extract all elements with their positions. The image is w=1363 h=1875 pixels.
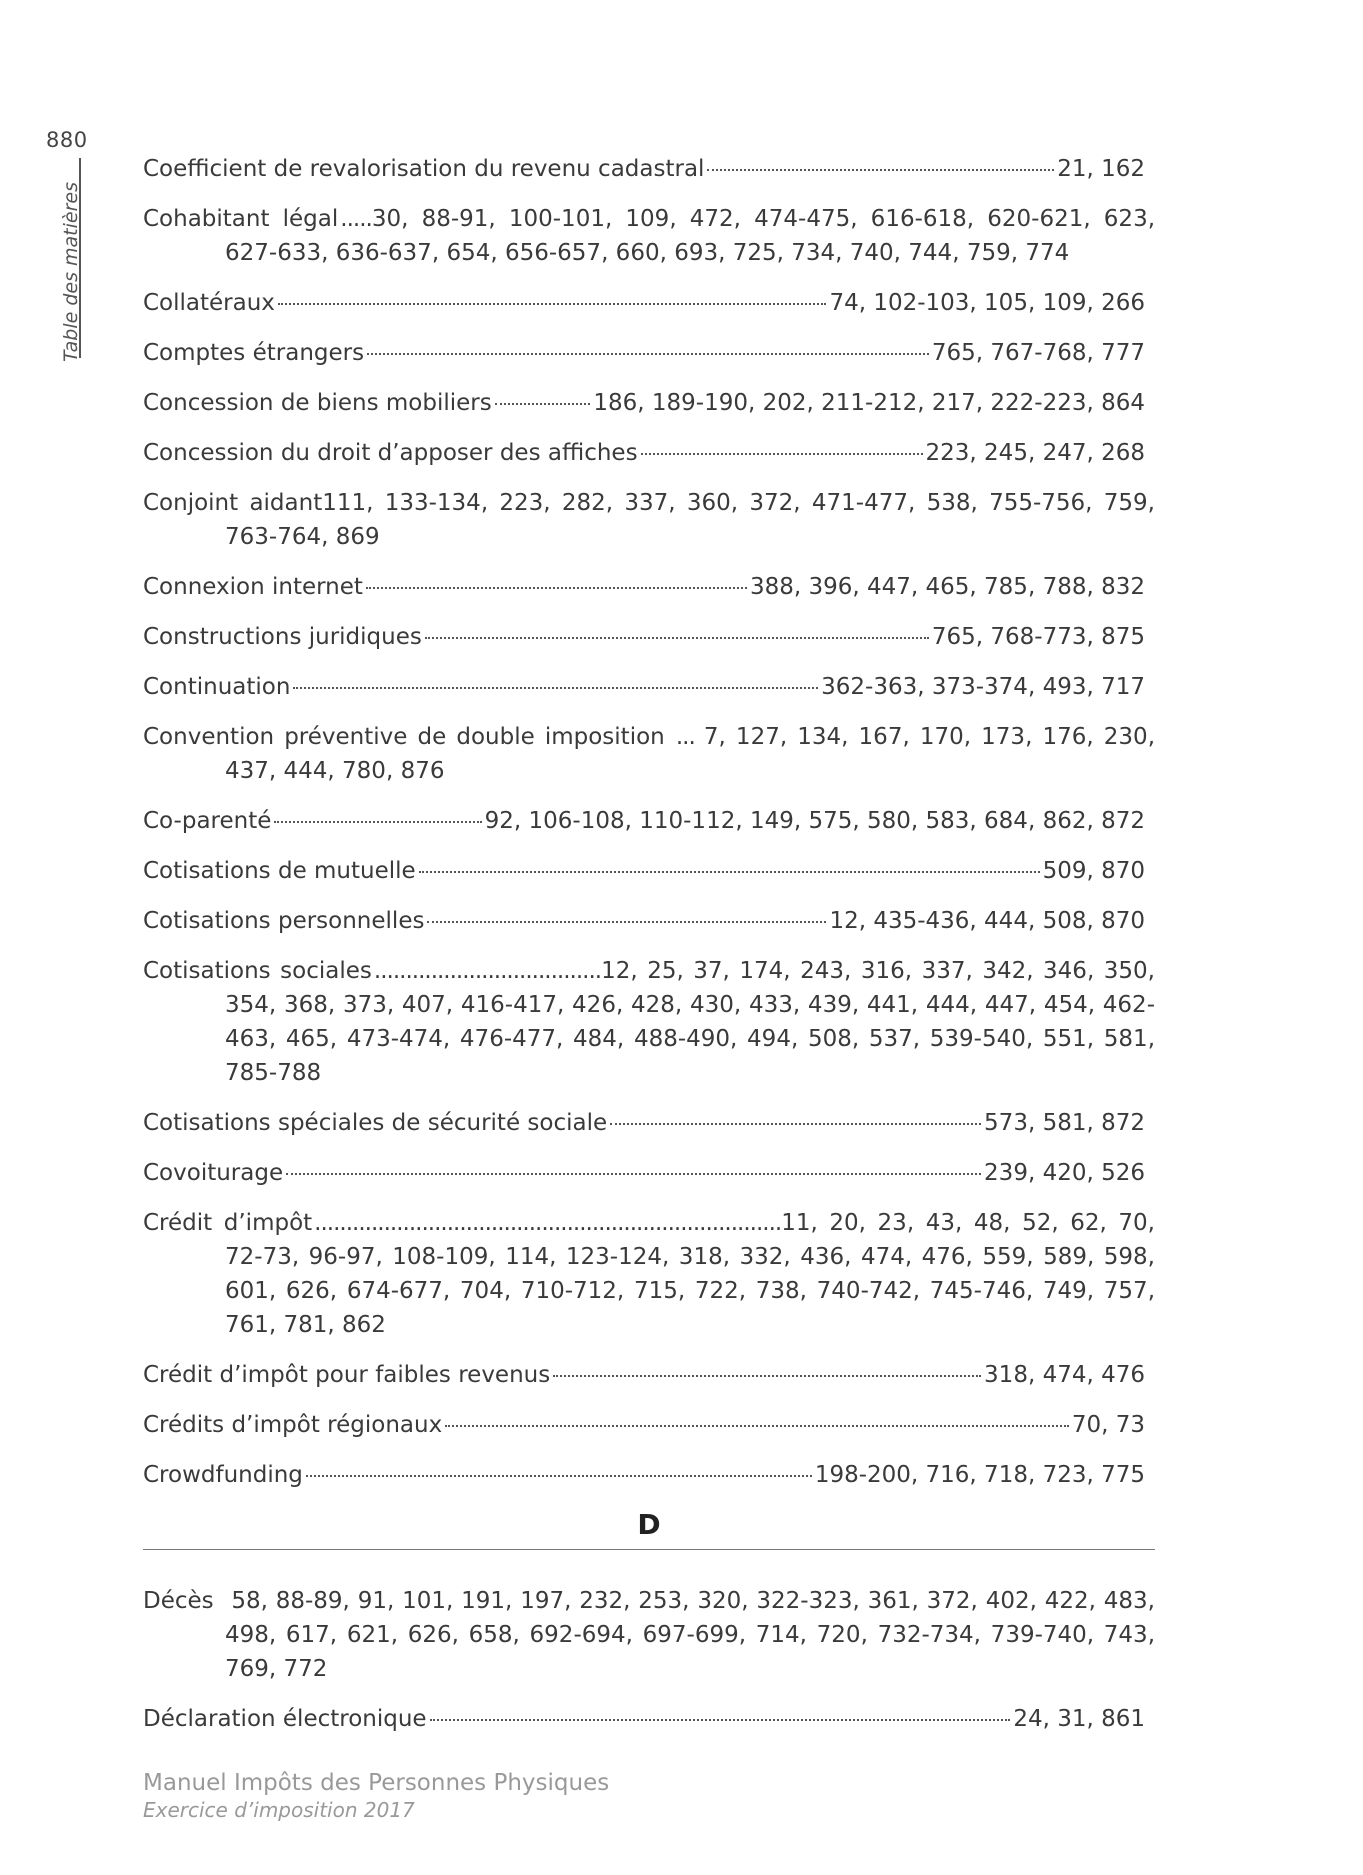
index-entry	[143, 570, 1155, 604]
index-term: Crowdfunding	[143, 1462, 303, 1488]
dot-leader	[707, 168, 1054, 171]
index-term: Conjoint aidant	[143, 490, 323, 516]
dot-leader	[425, 636, 929, 639]
index-entry	[143, 804, 1155, 838]
index-pages: 573, 581, 872	[984, 1110, 1145, 1136]
index-term: Décès	[143, 1588, 214, 1614]
index-pages: 509, 870	[1042, 858, 1145, 884]
dot-leader: ..........................................................................	[314, 1210, 782, 1236]
index-pages: 765, 767-768, 777	[931, 340, 1145, 366]
page-footer	[143, 1770, 609, 1822]
side-label: Table des matières	[60, 182, 82, 362]
dot-leader	[430, 1718, 1011, 1721]
index-entry	[143, 1702, 1155, 1736]
index-pages: 111, 133-134, 223, 282, 337, 360, 372, 471-477, 538, 755-756, 759, 763-764, 869	[225, 490, 1155, 550]
section-letter-heading: D	[143, 1508, 1155, 1550]
index-entry	[143, 386, 1155, 420]
footer-subtitle: Exercice d’imposition 2017	[143, 1798, 415, 1822]
index-term: Constructions juridiques	[143, 624, 422, 650]
index-entry	[143, 1206, 1155, 1342]
index-term: Cotisations spéciales de sécurité sociale	[143, 1110, 608, 1136]
dot-leader	[366, 586, 747, 589]
index-entry	[143, 904, 1155, 938]
page-number: 880	[46, 128, 88, 152]
dot-leader	[293, 686, 818, 689]
index-pages: 12, 25, 37, 174, 243, 316, 337, 342, 346, 350, 354, 368, 373, 407, 416-417, 426, 428, 430, 433, 439, 441, 444, 447, 454, 462-463, 465, 473-474, 476-477, 484, 488-490, 494, 508, 537, 539-540, 551, 581, 785-788	[225, 958, 1155, 1086]
index-term: Comptes étrangers	[143, 340, 365, 366]
index-entry	[143, 1458, 1155, 1492]
index-entry	[143, 436, 1155, 470]
index-pages: 186, 189-190, 202, 211-212, 217, 222-223, 864	[593, 390, 1145, 416]
dot-leader	[306, 1474, 812, 1477]
footer-title: Manuel Impôts des Personnes Physiques	[143, 1770, 610, 1796]
dot-leader	[286, 1172, 981, 1175]
index-term: Co-parenté	[143, 808, 272, 834]
index-entry	[143, 336, 1155, 370]
index-entry	[143, 670, 1155, 704]
dot-leader	[610, 1122, 981, 1125]
dot-leader	[445, 1424, 1069, 1427]
index-entry	[143, 152, 1155, 186]
index-term: Crédit d’impôt pour faibles revenus	[143, 1362, 551, 1388]
index-term: Concession de biens mobiliers	[143, 390, 492, 416]
index-entry	[143, 1106, 1155, 1140]
index-pages: 11, 20, 23, 43, 48, 52, 62, 70, 72-73, 96-97, 108-109, 114, 123-124, 318, 332, 436, 474, 476, 559, 589, 598, 601, 626, 674-677, 704, 710-712, 715, 722, 738, 740-742, 745-746, 749, 757, 761, 781, 862	[225, 1210, 1155, 1338]
index-entry	[143, 202, 1155, 270]
dot-leader	[553, 1374, 981, 1377]
index-term: Déclaration électronique	[143, 1706, 427, 1732]
dot-leader	[278, 302, 827, 305]
index-entry	[143, 486, 1155, 554]
index-pages: 12, 435-436, 444, 508, 870	[829, 908, 1145, 934]
dot-leader	[641, 452, 923, 455]
index-pages: 198-200, 716, 718, 723, 775	[814, 1462, 1145, 1488]
index-pages: 318, 474, 476	[984, 1362, 1145, 1388]
index-term: Crédits d’impôt régionaux	[143, 1412, 443, 1438]
dot-leader	[419, 870, 1040, 873]
index-term: Continuation	[143, 674, 291, 700]
index-entry	[143, 1584, 1155, 1686]
index-pages: 239, 420, 526	[984, 1160, 1145, 1186]
index-pages: 24, 31, 861	[1013, 1706, 1145, 1732]
index-term: Coefficient de revalorisation du revenu cadastral	[143, 156, 705, 182]
dot-leader	[495, 402, 591, 405]
index-pages: 30, 88-91, 100-101, 109, 472, 474-475, 616-618, 620-621, 623, 627-633, 636-637, 654, 656-657, 660, 693, 725, 734, 740, 744, 759, 774	[225, 206, 1156, 266]
index-term: Cotisations sociales	[143, 958, 372, 984]
index-entry	[143, 1156, 1155, 1190]
dot-leader: ...	[666, 724, 704, 750]
index-entry	[143, 1408, 1155, 1442]
index-pages: 21, 162	[1057, 156, 1145, 182]
index-entry	[143, 720, 1155, 788]
dot-leader: .....	[340, 206, 372, 232]
index-term: Crédit d’impôt	[143, 1210, 313, 1236]
index-term: Cotisations personnelles	[143, 908, 425, 934]
index-entry	[143, 620, 1155, 654]
index-entry	[143, 1358, 1155, 1392]
index-term: Convention préventive de double imposition	[143, 724, 665, 750]
index-pages: 223, 245, 247, 268	[925, 440, 1145, 466]
index-entry	[143, 954, 1155, 1090]
dot-leader	[367, 352, 929, 355]
index-pages: 7, 127, 134, 167, 170, 173, 176, 230, 437, 444, 780, 876	[225, 724, 1155, 784]
index-term: Cohabitant légal	[143, 206, 339, 232]
dot-leader: ....................................	[373, 958, 602, 984]
index-pages: 388, 396, 447, 465, 785, 788, 832	[749, 574, 1145, 600]
index-term: Connexion internet	[143, 574, 363, 600]
index-pages: 362-363, 373-374, 493, 717	[821, 674, 1145, 700]
index-list	[143, 152, 1155, 1752]
index-term: Collatéraux	[143, 290, 275, 316]
index-term: Cotisations de mutuelle	[143, 858, 416, 884]
index-term: Covoiturage	[143, 1160, 284, 1186]
index-pages: 70, 73	[1071, 1412, 1145, 1438]
dot-leader	[427, 920, 826, 923]
index-pages: 765, 768-773, 875	[931, 624, 1145, 650]
index-entry	[143, 286, 1155, 320]
index-term: Concession du droit d’apposer des affiches	[143, 440, 638, 466]
index-pages: 92, 106-108, 110-112, 149, 575, 580, 583, 684, 862, 872	[484, 808, 1145, 834]
index-entry	[143, 854, 1155, 888]
dot-leader	[274, 820, 481, 823]
index-pages: 58, 88-89, 91, 101, 191, 197, 232, 253, 320, 322-323, 361, 372, 402, 422, 483, 498, 617, 621, 626, 658, 692-694, 697-699, 714, 720, 732-734, 739-740, 743, 769, 772	[225, 1588, 1155, 1682]
index-pages: 74, 102-103, 105, 109, 266	[829, 290, 1145, 316]
